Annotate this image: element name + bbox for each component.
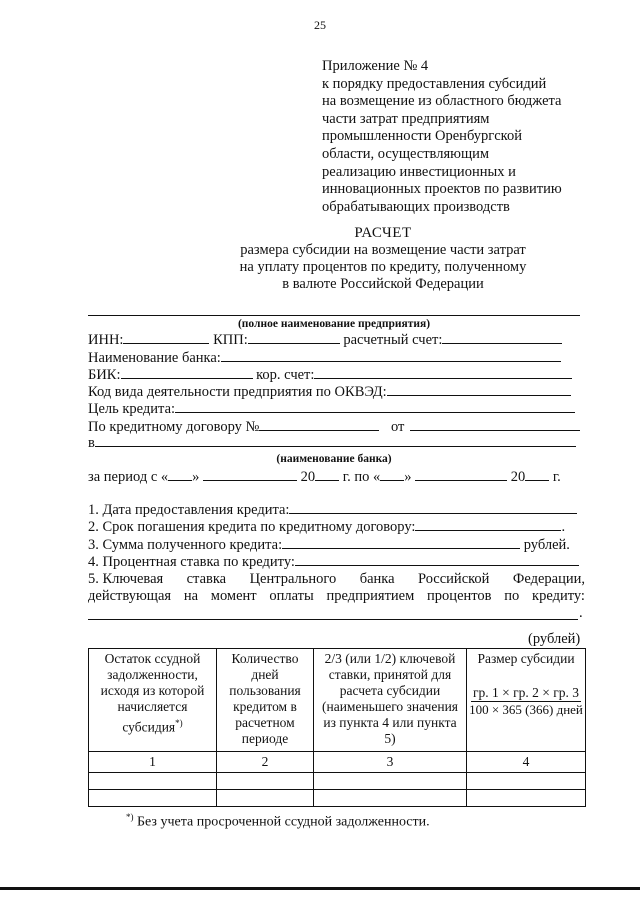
table-header-cell <box>89 649 217 752</box>
period-start-month-field[interactable] <box>203 469 297 481</box>
appendix-line: обрабатывающих производств <box>322 198 510 215</box>
item-5-word: процентов <box>427 588 492 604</box>
item-5-word: по <box>504 588 520 604</box>
subsidy-calculation-table <box>88 648 586 807</box>
table-cell[interactable] <box>89 773 217 790</box>
header-text: Размер субсидии <box>477 651 575 666</box>
period-end-year-field[interactable] <box>525 469 549 481</box>
from-label: от <box>391 419 405 435</box>
table-cell[interactable] <box>217 790 314 807</box>
item-5-word: 5. Ключевая <box>88 571 164 587</box>
table-header-cell: Количество дней пользования кредитом в расчетном периоде <box>217 649 314 752</box>
item-5-line-2 <box>88 588 585 605</box>
item-4 <box>88 554 579 571</box>
kpp-field[interactable] <box>248 332 340 344</box>
column-number: 1 <box>89 752 217 773</box>
appendix-header <box>322 58 562 216</box>
appendix-line: реализацию инвестиционных и <box>322 163 516 180</box>
item-5-word: банка <box>359 571 395 587</box>
document-title: РАСЧЕТ <box>354 225 412 241</box>
appendix-line: к порядку предоставления субсидий <box>322 75 547 92</box>
header-text: Остаток ссудной задолженности, исходя из которой начисляется субсидия <box>100 651 205 735</box>
bank-name-field[interactable] <box>221 350 561 362</box>
subtitle-line: в валюте Российской Федерации <box>282 276 484 292</box>
column-number: 3 <box>314 752 467 773</box>
bottom-rule <box>0 887 640 890</box>
column-number: 4 <box>467 752 586 773</box>
table-header-row <box>89 649 586 752</box>
item-2 <box>88 519 565 536</box>
table-header-cell: 2/3 (или 1/2) ключевой ставки, принятой для расчета субсидии (наименьшего значения из пункта 4 или пункта 5) <box>314 649 467 752</box>
table-cell[interactable] <box>314 790 467 807</box>
credit-amount-field[interactable] <box>282 537 520 549</box>
credit-date-field[interactable] <box>289 502 577 514</box>
credit-purpose-field[interactable] <box>175 401 575 413</box>
item-5-word: на <box>183 588 199 604</box>
item-5-tail: . <box>579 605 583 621</box>
table-cell[interactable] <box>89 790 217 807</box>
footnote <box>126 812 430 831</box>
credit-agreement-date-field[interactable] <box>410 419 580 431</box>
quote-close: » <box>192 469 200 485</box>
repayment-term-field[interactable] <box>415 519 561 531</box>
item-5-word: Центрального <box>249 571 337 587</box>
table-cell[interactable] <box>467 790 586 807</box>
table-header-cell <box>467 649 586 752</box>
bik-field[interactable] <box>121 367 253 379</box>
item-5-word: действующая <box>88 588 172 604</box>
account-label: расчетный счет: <box>343 332 443 348</box>
item-3-label: 3. Сумма полученного кредита: <box>88 537 283 553</box>
okved-label: Код вида деятельности предприятия по ОКВЭД: <box>88 384 387 400</box>
period-start-year-field[interactable] <box>315 469 339 481</box>
credit-agreement-row <box>88 419 580 436</box>
year-prefix: 20 <box>510 469 526 485</box>
column-number: 2 <box>217 752 314 773</box>
inn-label: ИНН: <box>88 332 124 348</box>
okved-field[interactable] <box>387 384 571 396</box>
table-row <box>89 773 586 790</box>
company-name-line[interactable] <box>88 315 580 316</box>
bank-name-row <box>88 350 561 367</box>
inn-field[interactable] <box>123 332 209 344</box>
credit-agreement-label: По кредитному договору № <box>88 419 260 435</box>
period-end-day-field[interactable] <box>380 469 404 481</box>
period-end-month-field[interactable] <box>415 469 507 481</box>
appendix-line: Приложение № 4 <box>322 58 429 74</box>
bank-caption: (наименование банка) <box>276 453 392 465</box>
item-5-word: Российской <box>417 571 490 587</box>
item-2-label: 2. Срок погашения кредита по кредитному договору: <box>88 519 416 535</box>
item-5-word: предприятием <box>326 588 415 604</box>
period-start-day-field[interactable] <box>168 469 192 481</box>
corr-account-label: кор. счет: <box>256 367 315 383</box>
period-end-suffix: г. <box>549 469 561 485</box>
appendix-line: инновационных проектов по развитию <box>322 181 562 198</box>
formula-numerator: гр. 1 × гр. 2 × гр. 3 <box>472 685 580 700</box>
item-5-word: Федерации, <box>512 571 585 587</box>
item-2-tail: . <box>561 519 566 535</box>
kpp-label: КПП: <box>213 332 248 348</box>
item-3 <box>88 537 570 554</box>
page-number: 25 <box>314 18 326 32</box>
company-name-caption: (полное наименование предприятия) <box>237 318 431 330</box>
inn-row <box>88 332 562 349</box>
item-3-tail: рублей. <box>523 537 570 553</box>
subtitle-line: размера субсидии на возмещение части затрат <box>240 242 526 258</box>
item-5-word: момент <box>210 588 257 604</box>
item-5-word: оплаты <box>269 588 314 604</box>
subtitle-line: на уплату процентов по кредиту, полученному <box>239 259 527 275</box>
bank-name-label: Наименование банка: <box>88 350 221 366</box>
footnote-marker: *) <box>175 718 183 728</box>
year-prefix: 20 <box>300 469 316 485</box>
okved-row <box>88 384 571 401</box>
quote-close: » <box>404 469 412 485</box>
bank-in-row <box>88 435 576 452</box>
table-cell[interactable] <box>467 773 586 790</box>
currency-note: (рублей) <box>528 631 581 647</box>
interest-rate-field[interactable] <box>295 554 579 566</box>
formula-denominator: 100 × 365 (366) дней <box>469 702 583 717</box>
bik-label: БИК: <box>88 367 121 383</box>
appendix-line: части затрат предприятиям <box>322 110 490 127</box>
table-row <box>89 790 586 807</box>
account-field[interactable] <box>442 332 562 344</box>
period-prefix: за период с « <box>88 469 169 485</box>
item-5-word: ставка <box>186 571 227 587</box>
appendix-line: области, осуществляющим <box>322 145 490 162</box>
credit-purpose-label: Цель кредита: <box>88 401 176 417</box>
bank-in-field[interactable] <box>95 435 576 447</box>
footnote-text: Без учета просроченной ссудной задолженности. <box>133 814 430 830</box>
item-4-label: 4. Процентная ставка по кредиту: <box>88 554 295 570</box>
key-rate-field[interactable] <box>88 619 578 620</box>
table-cell[interactable] <box>314 773 467 790</box>
item-5-line-1 <box>88 571 585 588</box>
in-label: в <box>88 435 95 451</box>
table-row <box>89 752 586 773</box>
item-1 <box>88 502 577 519</box>
period-middle: г. по « <box>339 469 381 485</box>
footnote-mark: *) <box>126 812 134 822</box>
bik-row <box>88 367 572 384</box>
corr-account-field[interactable] <box>314 367 572 379</box>
period-row <box>88 469 561 486</box>
item-1-label: 1. Дата предоставления кредита: <box>88 502 290 518</box>
table-cell[interactable] <box>217 773 314 790</box>
appendix-line: промышленности Оренбургской <box>322 128 522 145</box>
credit-purpose-row <box>88 401 575 418</box>
appendix-line: на возмещение из областного бюджета <box>322 93 562 110</box>
document-subtitle <box>0 242 640 293</box>
credit-agreement-number-field[interactable] <box>259 419 379 431</box>
item-5-word: кредиту: <box>532 588 585 604</box>
